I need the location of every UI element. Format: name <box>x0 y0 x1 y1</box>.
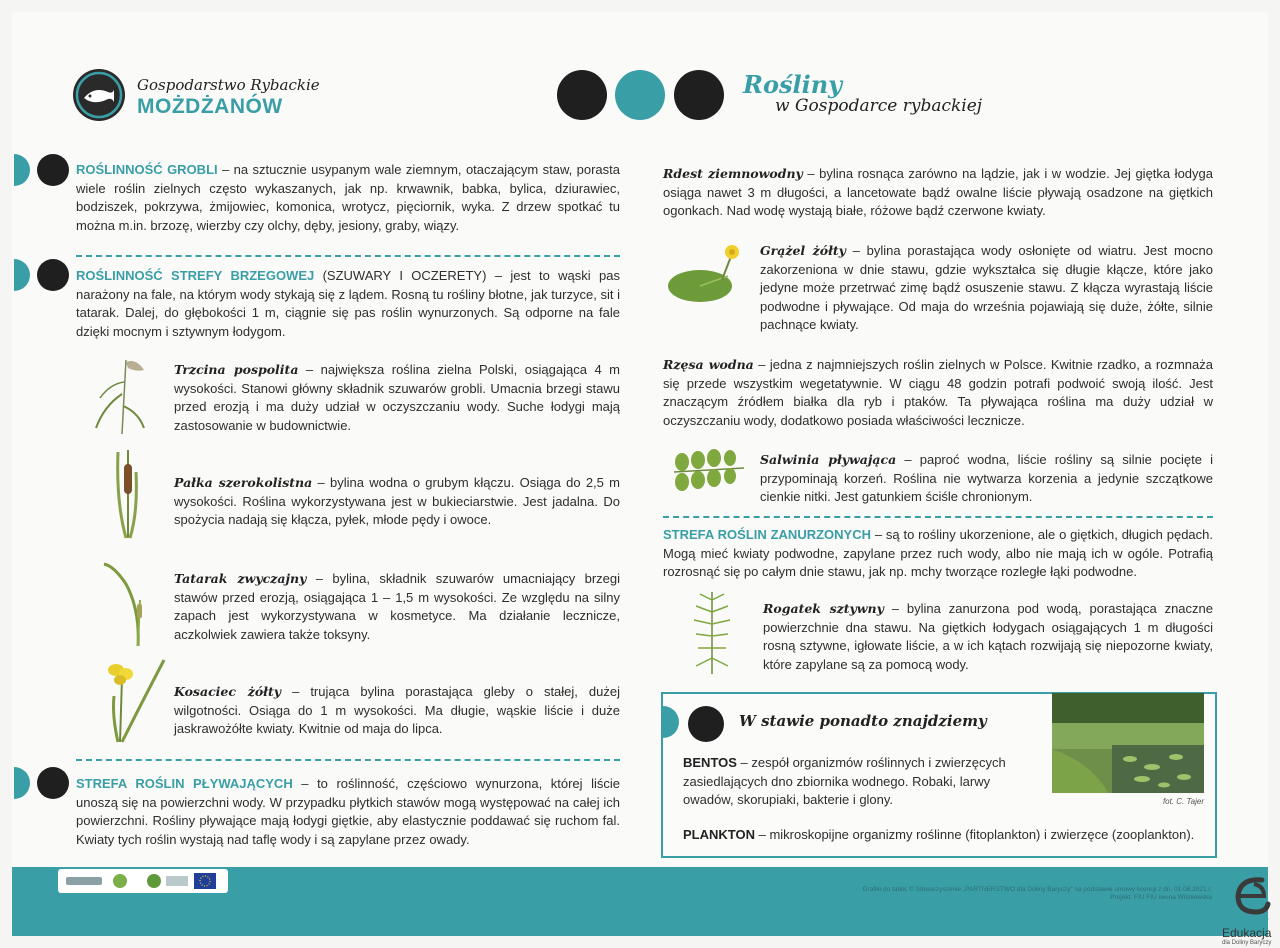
footer-credit-line: Grafiki do tablic © Stowarzyszenie „PARTNERSTWO dla Doliny Baryczy” na podstawie umowy licencji z dn. 01.08.2021 r. <box>862 886 1212 893</box>
page-title: Rośliny <box>743 70 843 99</box>
footer-credits <box>820 886 1212 902</box>
section-zanurzone <box>663 526 1213 582</box>
section-text: – na sztucznie usypanym wale ziemnym, otaczającym staw, porasta wiele roślin zielnych często wykaszanych, jak np. krwawnik, babka, bylica, dziurawiec, bodziszek, pokrzywa, żmijowiec, komonica, wrotycz, pięciornik, wyka. Z drzew spotkać tu można m.in. brzozę, wierzby czy olchy, dęby, jesiony, graby, wiązy. <box>76 162 620 233</box>
section-marker <box>37 259 69 291</box>
header-dot-teal <box>615 70 665 120</box>
section-heading: ROŚLINNOŚĆ GROBLI <box>76 162 218 177</box>
plant-trzcina <box>174 361 620 435</box>
partner-logos <box>58 869 228 893</box>
section-marker <box>37 154 69 186</box>
plant-name: Kosaciec żółty <box>174 684 282 699</box>
fish-logo-icon <box>72 68 126 122</box>
info-box-title: W stawie ponadto znajdziemy <box>739 712 987 730</box>
plant-rzesa <box>663 356 1213 430</box>
photo-caption: fot. C. Tajer <box>1162 797 1204 806</box>
plant-name: Trzcina pospolita <box>174 362 299 377</box>
plant-grazel <box>760 242 1213 335</box>
cattail-icon <box>108 442 148 540</box>
plant-text: – trująca bylina porastająca gleby o stałej, dużej wilgotności. Osiąga do 1 m wysokości. Ma długie, wąskie liście i duże jaskrawożółte kwiaty. Kwitnie od maja do lipca. <box>174 684 621 736</box>
section-plywajace <box>76 775 620 849</box>
plant-text: – paproć wodna, liście rośliny są silnie pocięte i przypominają korzeń. Roślina nie wytwarza korzenia a jedynie szczątkowe cienkie nitki. Jest gatunkiem ściśle chronionym. <box>760 452 1213 504</box>
page-subtitle: w Gospodarce rybackiej <box>775 96 983 116</box>
section-grobla <box>76 161 620 235</box>
plant-name: Rogatek sztywny <box>763 601 884 616</box>
salvinia-icon <box>668 442 748 500</box>
sweet-flag-icon <box>100 560 148 648</box>
plant-text: – bylina porastająca wody osłonięte od wiatru. Jest mocno zakorzeniona w dnie stawu, gdzie wykształca się długie kłącze, które jako jedyne może przetrwać zimę bądź osuszenie stawu. Z kłącza wyrastają liście podwodne i pływające. Od maja do września pojawiają się duże, żółte, silnie pachnące kwiaty. <box>760 243 1213 332</box>
iris-icon <box>96 656 168 744</box>
plant-kosaciec <box>174 683 620 739</box>
org-name: Gospodarstwo Rybackie <box>137 76 320 94</box>
water-lily-icon <box>666 240 746 312</box>
plankton-text <box>683 826 1203 845</box>
plant-name: Pałka szerokolistna <box>174 475 313 490</box>
edukacja-logo-icon <box>1232 874 1272 924</box>
bentos-description: – zespół organizmów roślinnych i zwierzęcych zasiedlających dno zbiornika wodnego. Robaki, larwy owadów, skorupiaki, bakterie i glony. <box>683 755 1006 807</box>
section-text: – są to rośliny ukorzenione, ale o giętkich, długich pędach. Mogą mieć kwiaty podwodne, zapylane przez ruch wody, albo nie mają ich w ogóle. Potrafią rozrosnąć się po całym dnie stawu, jak np. mchy tworzące rozległe łąki podwodne. <box>663 527 1213 579</box>
reed-icon <box>92 354 152 436</box>
plant-rogatek <box>763 600 1213 674</box>
bentos-text <box>683 754 1043 810</box>
plankton-description: – mikroskopijne organizmy roślinne (fitoplankton) i zwierzęce (zooplankton). <box>754 827 1195 842</box>
plant-name: Tatarak zwyczajny <box>174 571 307 586</box>
dashed-divider <box>76 759 620 761</box>
header-dot-black <box>557 70 607 120</box>
dashed-divider <box>76 255 620 257</box>
section-brzeg <box>76 267 620 341</box>
brand-name: Edukacja <box>1222 926 1272 940</box>
partner-logos-icon <box>58 869 228 893</box>
brand-subtitle: dla Doliny Baryczy <box>1222 940 1272 946</box>
section-heading: STREFA ROŚLIN PŁYWAJĄCYCH <box>76 776 293 791</box>
plant-rdest <box>663 165 1213 221</box>
footer-credit-line: Projekt: FIU FIU Iwona Wiśniewska <box>1110 894 1212 901</box>
section-text: – jest to wąski pas narażony na fale, na którym wody stykają się z lądem. Rosną tu rośliny błotne, jak turzyce, sit i tatarak. Dalej, do głębokości 1 m, ciągnie się pas roślin wynurzonych. Są odporne na fale dzięki mocnym i sztywnym łodygom. <box>76 268 620 339</box>
plant-text: – bylina zanurzona pod wodą, porastająca znaczne powierzchnie dna stawu. Na giętkich łodygach osiągających 1 m długości rosną sztywne, igłowate liście, a w ich kątach rozwijają się niepozorne kwiaty, które zapylane są za pomocą wody. <box>763 601 1213 672</box>
header-dot-black <box>674 70 724 120</box>
dashed-divider <box>663 516 1213 518</box>
plant-name: Rzęsa wodna <box>663 357 754 372</box>
hornwort-icon <box>682 588 742 676</box>
plant-palka <box>174 474 620 530</box>
section-subheading: (SZUWARY I OCZERETY) <box>314 268 487 283</box>
plant-text: – największa roślina zielna Polski, osiągająca 4 m wysokości. Stanowi główny składnik szuwarów grobli. Umacnia brzegi stawu przed erozją i ma duży udział w oczyszczaniu wody. Suche łodygi mają zastosowanie w budownictwie. <box>174 362 620 433</box>
plant-text: – bylina, składnik szuwarów umacniający brzegi stawów przed erozją, osiągająca 1 – 1,5 m wysokości. Ze względu na silny zapach jest wykorzystywana w kosmetyce. Ma działanie lecznicze, aczkolwiek zawiera także toksyny. <box>174 571 620 642</box>
section-marker <box>37 767 69 799</box>
section-marker <box>688 706 724 742</box>
plankton-label: PLANKTON <box>683 827 755 842</box>
plant-text: – jedna z najmniejszych roślin zielnych w Polsce. Kwitnie rzadko, a rozmnaża się przede wszystkim wegetatywnie. W ciągu 48 godzin potrafi podwoić swoją ilość. Jest znaczącym źródłem białka dla ryb i ptaków. Ta pływająca roślina ma duży udział w oczyszczaniu wody, dodatkowo posiada właściwości lecznicze. <box>663 357 1213 428</box>
section-heading: ROŚLINNOŚĆ STREFY BRZEGOWEJ <box>76 268 315 283</box>
plant-name: Rdest ziemnowodny <box>663 166 803 181</box>
section-heading: STREFA ROŚLIN ZANURZONYCH <box>663 527 871 542</box>
section-text: – to roślinność, częściowo wynurzona, której liście unoszą się na powierzchni wody. W przypadku płytkich stawów mogą występować na całej ich powierzchni. Rośliny pływające mają łodygi giętkie, aby elastycznie poddawać się ruchom fal. Kwiaty tych roślin wystają nad taflę wody i są zapylane przez owady. <box>76 776 620 847</box>
plant-text: – bylina rosnąca zarówno na lądzie, jak i w wodzie. Jej giętka łodyga osiąga nawet 3 m długości, a lancetowate bądź owalne liście pływają osadzone na giętkich ogonkach. Nad wodę wystają białe, różowe bądź czerwone kwiaty. <box>663 166 1213 218</box>
plant-tatarak <box>174 570 620 644</box>
plant-name: Grążel żółty <box>760 243 846 258</box>
plant-name: Salwinia pływająca <box>760 452 897 467</box>
pond-photo <box>1052 693 1204 793</box>
plant-text: – bylina wodna o grubym kłączu. Osiąga do 2,5 m wysokości. Roślina wykorzystywana jest w bukieciarstwie. Jest jadalna. Do spożycia nadają się kłącza, pyłek, młode pędy i owoce. <box>174 475 620 527</box>
org-location: MOŻDŻANÓW <box>137 95 283 118</box>
plant-salwinia <box>760 451 1213 507</box>
bentos-label: BENTOS <box>683 755 737 770</box>
